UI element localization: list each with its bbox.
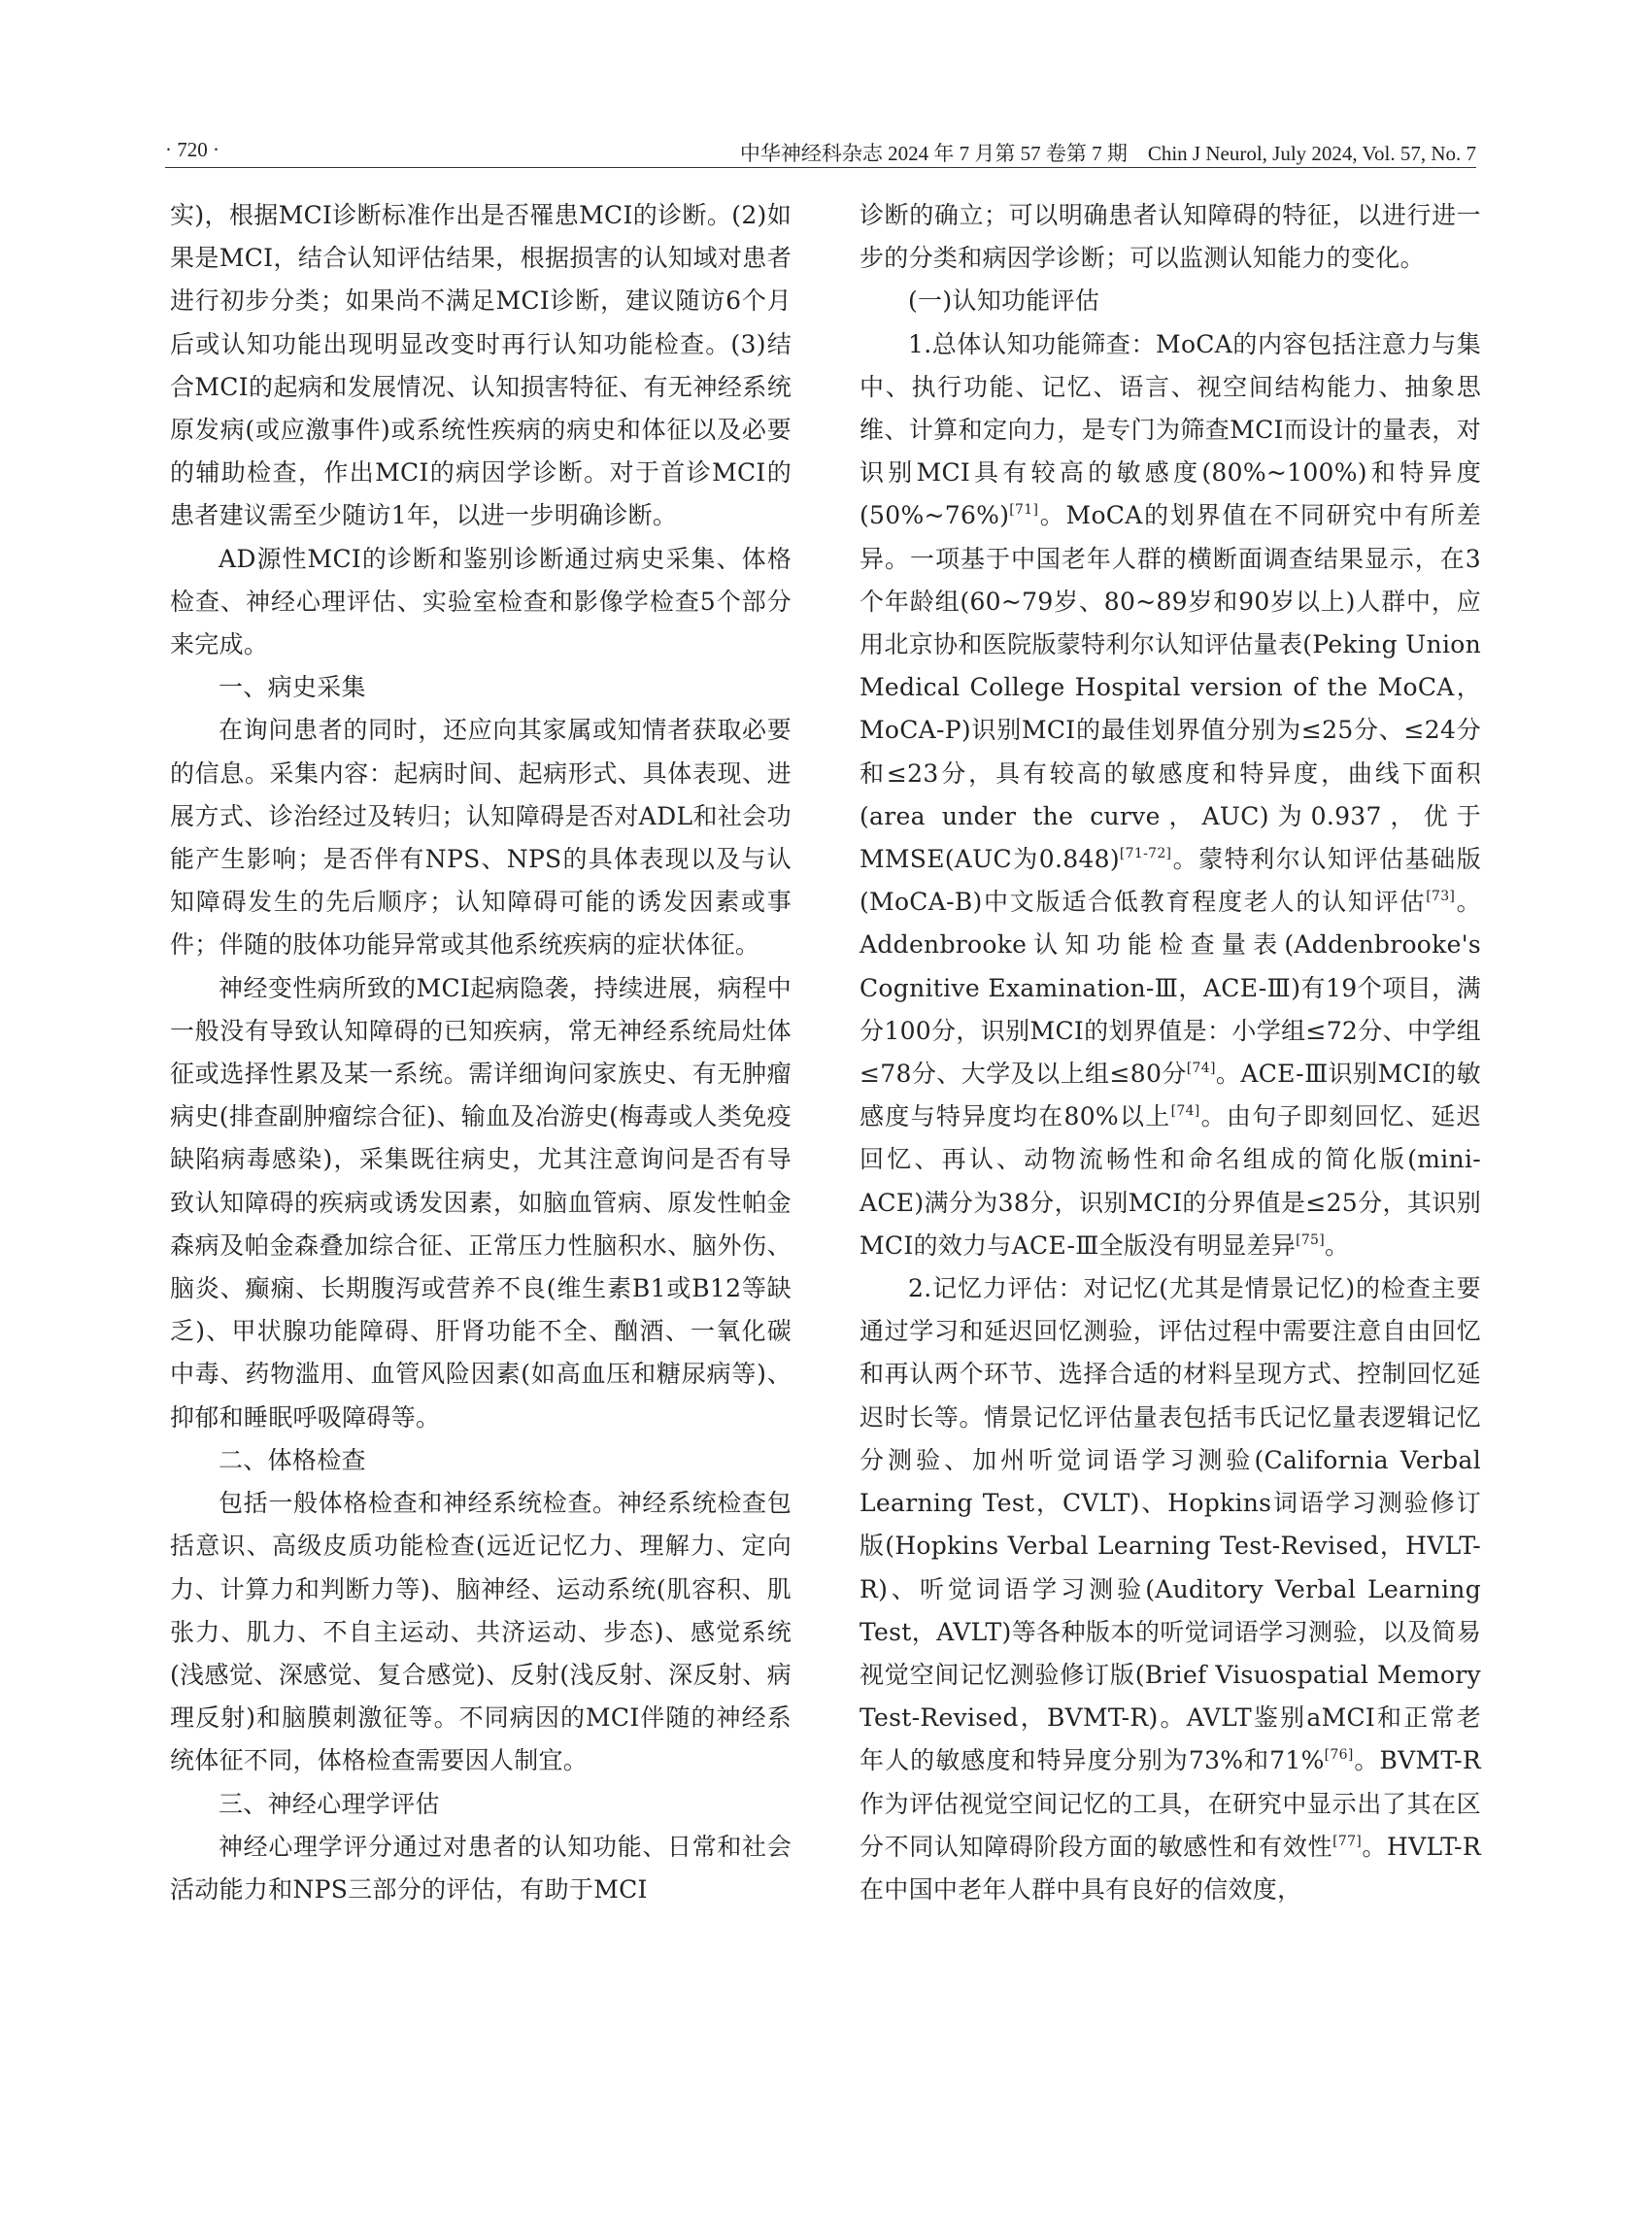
paragraph: 神经心理学评分通过对患者的认知功能、日常和社会活动能力和NPS三部分的评估，有助于MCI <box>170 1832 792 1904</box>
header-rule <box>165 167 1476 168</box>
subsection-heading: (一)认知功能评估 <box>908 287 1100 316</box>
citation-ref: [74] <box>1186 1061 1216 1077</box>
running-header <box>165 132 1476 167</box>
left-column <box>170 194 792 1911</box>
paragraph-text: 2.记忆力评估：对记忆(尤其是情景记忆)的检查主要通过学习和延迟回忆测验，评估过程中需要注意自由回忆和再认两个环节、选择合适的材料呈现方式、控制回忆延迟时长等。情景记忆评估量表包括韦氏记忆量表逻辑记忆分测验、加州听觉词语学习测验(California Verbal Learning Test，CVLT)、Hopkins词语学习测验修订版(Hopkins Verbal Learning Test-Revised，HVLT-R)、听觉词语学习测验(Auditory Verbal Learning Test，AVLT)等各种版本的听觉词语学习测验，以及简易视觉空间记忆测验修订版(Brief Visuospatial Memory Test-Revised，BVMT-R)。AVLT鉴别aMCI和正常老年人的敏感度和特异度分别为73%和71% <box>860 1274 1481 1775</box>
citation-ref: [75] <box>1296 1232 1326 1249</box>
section-heading: 一、病史采集 <box>219 673 366 702</box>
paragraph: 诊断的确立；可以明确患者认知障碍的特征，以进行进一步的分类和病因学诊断；可以监测认知能力的变化。 <box>860 201 1481 273</box>
journal-citation: 中华神经科杂志 2024 年 7 月第 57 卷第 7 期 Chin J Neurol, July 2024, Vol. 57, No. 7 <box>739 142 1476 165</box>
paragraph <box>860 1267 1481 1911</box>
paragraph-text: 。Addenbrooke认知功能检查量表(Addenbrooke's Cognitive Examination-Ⅲ，ACE-Ⅲ)有19个项目，满分100分，识别MCI的划界值是：小学组≤72分、中学组≤78分、大学及以上组≤80分 <box>860 888 1481 1089</box>
paragraph: 实)，根据MCI诊断标准作出是否罹患MCI的诊断。(2)如果是MCI，结合认知评估结果，根据损害的认知域对患者进行初步分类；如果尚不满足MCI诊断，建议随访6个月后或认知功能出现明显改变时再行认知功能检查。(3)结合MCI的起病和发展情况、认知损害特征、有无神经系统原发病(或应激事件)或系统性疾病的病史和体征以及必要的辅助检查，作出MCI的病因学诊断。对于首诊MCI的患者建议需至少随访1年，以进一步明确诊断。 <box>170 201 792 530</box>
section-heading: 三、神经心理学评估 <box>219 1789 440 1818</box>
citation-ref: [71-72] <box>1119 846 1172 862</box>
right-column <box>860 194 1481 1911</box>
paragraph: 包括一般体格检查和神经系统检查。神经系统检查包括意识、高级皮质功能检查(远近记忆力、理解力、定向力、计算力和判断力等)、脑神经、运动系统(肌容积、肌张力、肌力、不自主运动、共济运动、步态)、感觉系统(浅感觉、深感觉、复合感觉)、反射(浅反射、深反射、病理反射)和脑膜刺激征等。不同病因的MCI伴随的神经系统体征不同，体格检查需要因人制宜。 <box>170 1489 792 1775</box>
paragraph: 神经变性病所致的MCI起病隐袭，持续进展，病程中一般没有导致认知障碍的已知疾病，常无神经系统局灶体征或选择性累及某一系统。需详细询问家族史、有无肿瘤病史(排查副肿瘤综合征)、输血及冶游史(梅毒或人类免疫缺陷病毒感染)，采集既往病史，尤其注意询问是否有导致认知障碍的疾病或诱发因素，如脑血管病、原发性帕金森病及帕金森叠加综合征、正常压力性脑积水、脑外伤、脑炎、癫痫、长期腹泻或营养不良(维生素B1或B12等缺乏)、甲状腺功能障碍、肝肾功能不全、酗酒、一氧化碳中毒、药物滥用、血管风险因素(如高血压和糖尿病等)、抑郁和睡眠呼吸障碍等。 <box>170 973 792 1432</box>
citation-ref: [71] <box>1009 502 1039 519</box>
citation-ref: [76] <box>1324 1747 1354 1764</box>
paragraph-text: 。MoCA的划界值在不同研究中有所差异。一项基于中国老年人群的横断面调查结果显示，在3个年龄组(60~79岁、80~89岁和90岁以上)人群中，应用北京协和医院版蒙特利尔认知评估量表(Peking Union Medical College Hospital version of the MoCA，MoCA-P)识别MCI的最佳划界值分别为≤25分、≤24分和≤23分，具有较高的敏感度和特异度，曲线下面积(area under the curve，AUC)为0.937，优于MMSE(AUC为0.848) <box>860 501 1481 874</box>
paragraph-text: 1.总体认知功能筛查：MoCA的内容包括注意力与集中、执行功能、记忆、语言、视空间结构能力、抽象思维、计算和定向力，是专门为筛查MCI而设计的量表，对识别MCI具有较高的敏感度(80%~100%)和特异度(50%~76%) <box>860 329 1481 530</box>
section-heading: 二、体格检查 <box>219 1445 366 1474</box>
paragraph <box>860 323 1481 1267</box>
citation-ref: [73] <box>1426 889 1456 905</box>
paragraph-text: 。HVLT-R在中国中老年人群中具有良好的信效度， <box>860 1832 1481 1904</box>
paragraph-text: 。BVMT-R作为评估视觉空间记忆的工具，在研究中显示出了其在区分不同认知障碍阶段方面的敏感性和有效性 <box>860 1746 1481 1861</box>
paragraph: 在询问患者的同时，还应向其家属或知情者获取必要的信息。采集内容：起病时间、起病形式、具体表现、进展方式、诊治经过及转归；认知障碍是否对ADL和社会功能产生影响；是否伴有NPS、NPS的具体表现以及与认知障碍发生的先后顺序；认知障碍可能的诱发因素或事件；伴随的肢体功能异常或其他系统疾病的症状体征。 <box>170 716 792 960</box>
paragraph-text: 。蒙特利尔认知评估基础版(MoCA-B)中文版适合低教育程度老人的认知评估 <box>860 845 1481 917</box>
paragraph-text: 。 <box>1325 1230 1350 1260</box>
paragraph-text: 。由句子即刻回忆、延迟回忆、再认、动物流畅性和命名组成的简化版(mini-ACE)满分为38分，识别MCI的分界值是≤25分，其识别MCI的效力与ACE-Ⅲ全版没有明显差异 <box>860 1102 1481 1260</box>
page-number: · 720 · <box>165 138 219 161</box>
citation-ref: [74] <box>1170 1103 1200 1120</box>
paragraph: AD源性MCI的诊断和鉴别诊断通过病史采集、体格检查、神经心理评估、实验室检查和影像学检查5个部分来完成。 <box>170 544 792 659</box>
paragraph-text: 。ACE-Ⅲ识别MCI的敏感度与特异度均在80%以上 <box>860 1060 1481 1131</box>
citation-ref: [77] <box>1332 1833 1363 1849</box>
